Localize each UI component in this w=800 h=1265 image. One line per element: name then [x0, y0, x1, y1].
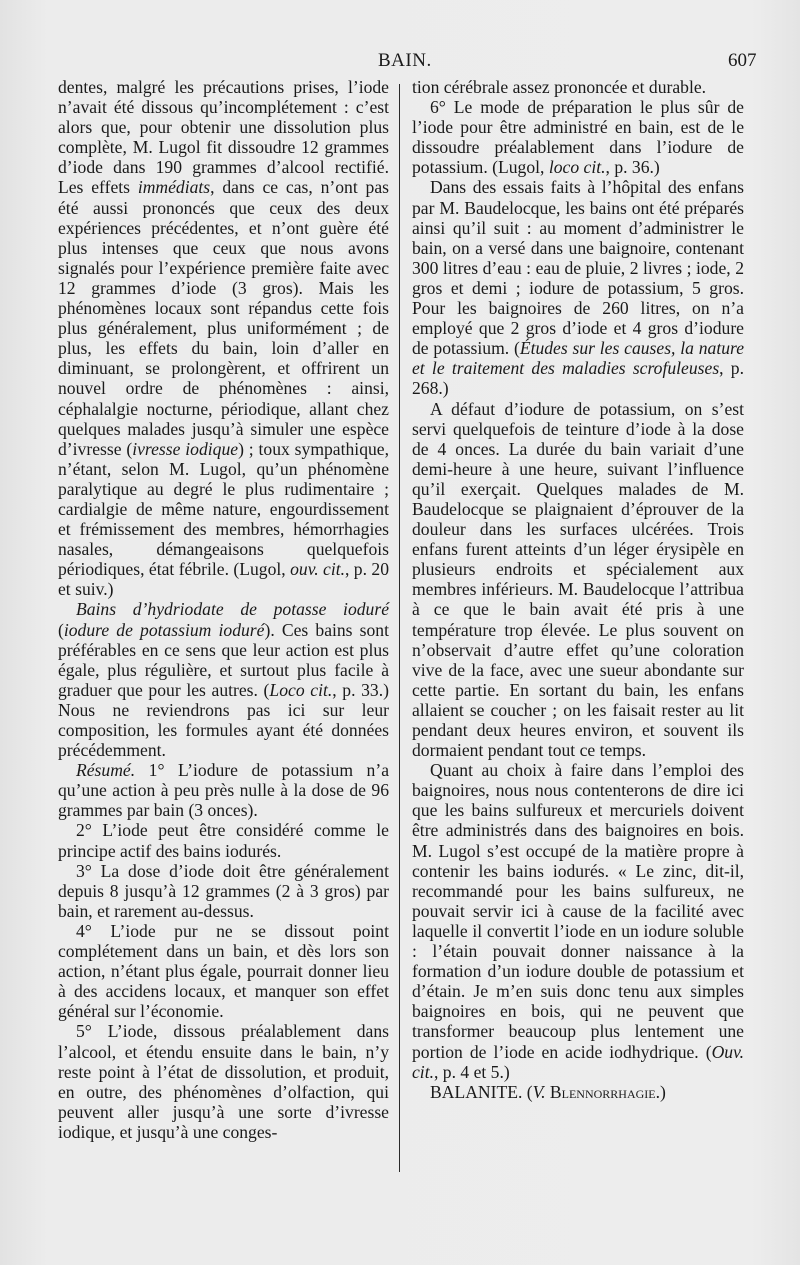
- entry-balanite: BALANITE. (V. Blennorrhagie.): [430, 1081, 666, 1102]
- paragraph-point-2: 2° L’iode peut être considéré comme le principe actif des bains iodurés.: [58, 820, 389, 861]
- paragraph-bains-hydriodate: Bains d’hydriodate de potasse ioduré (iodure de potassium ioduré). Ces bains sont préférables en ce sens que leur action est plus égale, plus régulière, et surtout plus facile à graduer que pour les autres. (Loco cit., p. 33.) Nous ne reviendrons pas ici sur leur composition, les formules ayant été données précédemment.: [58, 599, 389, 761]
- paragraph-baudelocque: Dans des essais faits à l’hôpital des enfans par M. Baudelocque, les bains ont été préparés ainsi qu’il suit : au moment d’administrer le bain, on a versé dans une baignoire, contenant 300 litres d’eau : eau de pluie, 2 livres ; iode, 2 gros et demi ; iodure de potassium, 5 gros. Pour les baignoires de 260 litres, on n’a employé que 2 gros d’iode et 4 gros d’iodure de potassium. (Études sur les causes, la nature et le traitement des maladies scrofuleuses, p. 268.): [412, 177, 745, 399]
- paragraph-point-5: 5° L’iode, dissous préalablement dans l’alcool, et étendu ensuite dans le bain, n’y reste point à l’état de dissolution, et produit, en outre, des phénomènes d’olfaction, qui peuvent aller jusqu’à une sorte d’ivresse iodique, et jusqu’à une conges-: [58, 1021, 389, 1142]
- page-header: [0, 50, 800, 76]
- paragraph-teinture-iode: A défaut d’iodure de potassium, on s’est servi quelquefois de teinture d’iode à la dose de 4 onces. La durée du bain variait d’une demi-heure à une heure, suivant l’influence qu’il exerçait. Quelques malades de M. Baudelocque se plaignaient d’éprouver de la douleur dans les surfaces ulcérées. Trois enfans furent atteints d’un léger érysipèle en plusieurs endroits et spécialement aux membres inférieurs. M. Baudelocque l’attribua à ce que le bain avait été pris à une température trop élevée. Le plus souvent on n’observait d’autre effet qu’une coloration vive de la face, avec une sueur abondante sur cette partie. En sortant du bain, les enfans allaient se coucher ; on les faisait rester au lit pendant deux heures environ, et souvent ils dormaient pendant tout ce temps.: [412, 398, 744, 761]
- column-divider: [399, 84, 400, 1172]
- page-number: 607: [728, 50, 757, 71]
- right-column: [412, 77, 744, 1102]
- paragraph-continuation: tion cérébrale assez prononcée et durable.: [412, 77, 707, 97]
- left-column: [58, 77, 389, 1142]
- paragraph-baignoires: Quant au choix à faire dans l’emploi des baignoires, nous nous contenterons de dire ici que les bains sulfureux et mercuriels doivent être administrés dans des baignoires en bois. M. Lugol s’est occupé de la matière propre à contenir les bains iodurés. « Le zinc, dit-il, recommandé pour les bains sulfureux, ne pouvait servir ici à cause de la facilité avec laquelle il convertit l’iode en un iodure soluble : l’étain pouvait donner naissance à la formation d’un iodure double de potassium et d’étain. Je m’en suis donc tenu aux simples baignoires en bois, qui ne peuvent que transformer beaucoup plus lentement une portion de l’iode en acide iodhydrique. (Ouv. cit., p. 4 et 5.): [412, 760, 744, 1082]
- running-title: BAIN.: [378, 50, 432, 71]
- paragraph-point-3: 3° La dose d’iode doit être généralement depuis 8 jusqu’à 12 grammes (2 à 3 gros) par bain, et rarement au-dessus.: [58, 860, 389, 921]
- paragraph-point-6: 6° Le mode de préparation le plus sûr de l’iode pour être administré en bain, est de le dissoudre préalablement dans l’iodure de potassium. (Lugol, loco cit., p. 36.): [412, 97, 744, 178]
- paragraph-point-4: 4° L’iode pur ne se dissout point complétement dans un bain, et dès lors son action, n’étant plus égale, pourrait donner lieu à des accidens locaux, et manquer son effet général sur l’économie.: [58, 920, 389, 1022]
- paragraph: dentes, malgré les précautions prises, l’iode n’avait été dissous qu’incomplétement : c’est alors que, pour obtenir une dissolution plus complète, M. Lugol fit dissoudre 12 grammes d’iode dans 190 grammes d’alcool rectifié. Les effets immédiats, dans ce cas, n’ont pas été aussi prononcés que ceux des deux expériences précédentes, et n’ont guère été plus intenses que ceux que nous avons signalés pour l’expérience première faite avec 12 grammes d’iode (3 gros). Mais les phénomènes locaux sont répandus cette fois plus généralement, plus uniformément ; de plus, les effets du bain, loin d’aller en diminuant, se prolongèrent, et offrirent un nouvel ordre de phénomènes : ainsi, céphalalgie nocturne, périodique, allant chez quelques malades jusqu’à simuler une espèce d’ivresse (ivresse iodique) ; toux sympathique, n’étant, selon M. Lugol, qu’un phénomène paralytique au degré le plus rudimentaire ; cardialgie de même nature, engourdissement et frémissement des membres, hémorrhagies nasales, démangeaisons quelquefois périodiques, état fébrile. (Lugol, ouv. cit., p. 20 et suiv.): [58, 77, 390, 600]
- paragraph-resume: Résumé. 1° L’iodure de potassium n’a qu’une action à peu près nulle à la dose de 96 grammes par bain (3 onces).: [58, 760, 389, 821]
